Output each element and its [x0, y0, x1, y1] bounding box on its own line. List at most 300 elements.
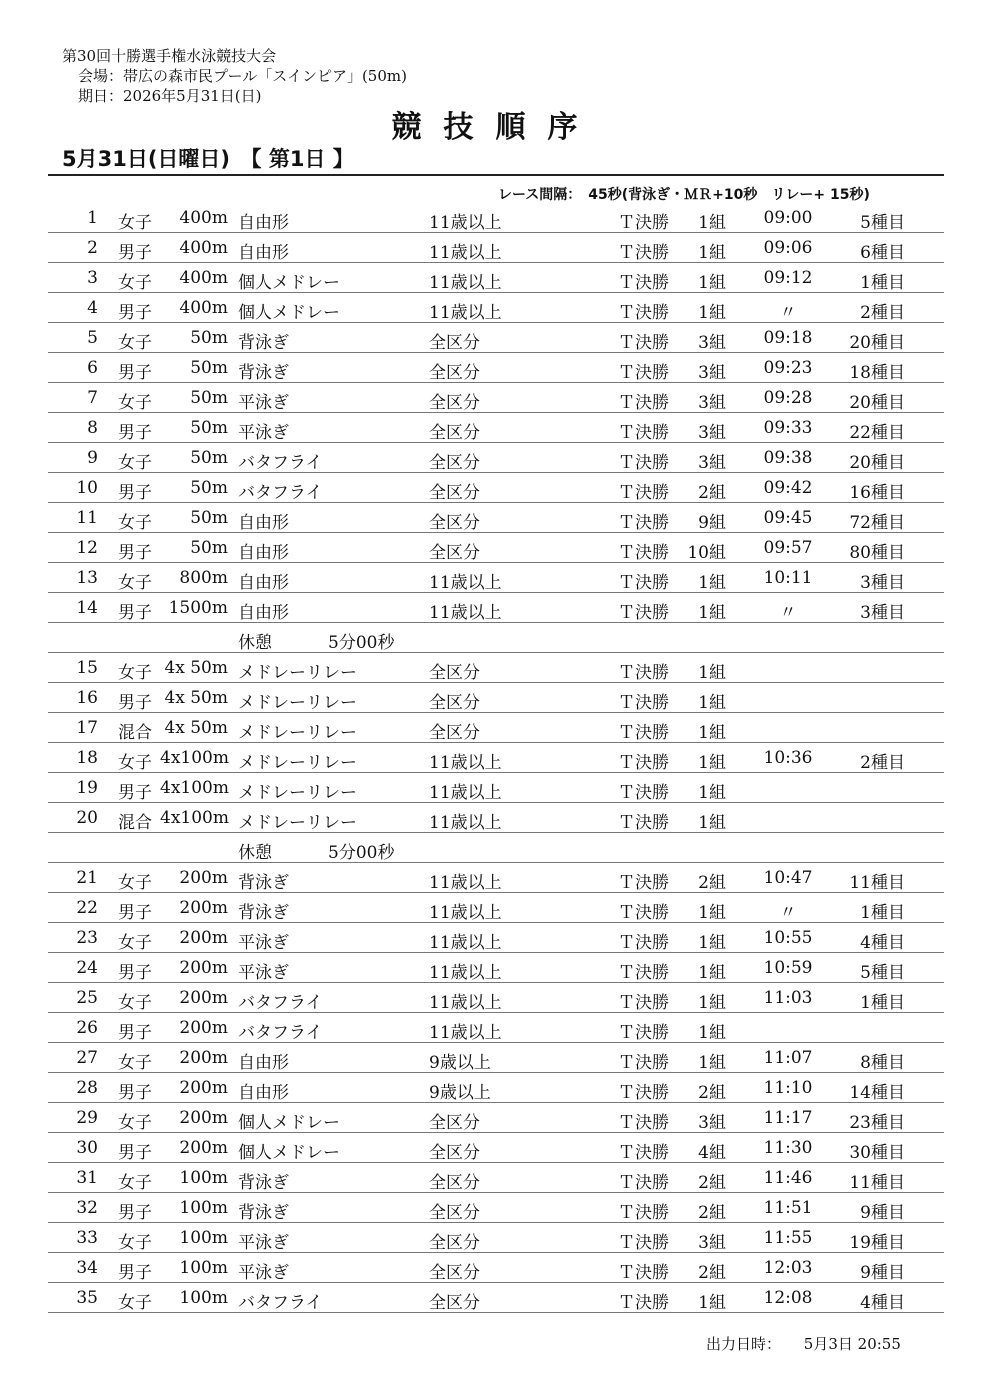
event-entries: 1種目	[860, 993, 905, 1013]
event-format: Ｔ決勝	[618, 933, 669, 953]
event-distance: 200m	[179, 1018, 228, 1038]
event-number: 30	[76, 1138, 98, 1158]
table-row	[48, 503, 944, 533]
event-format: Ｔ決勝	[618, 543, 669, 563]
event-class: 9歳以上	[429, 1083, 491, 1103]
event-distance: 200m	[179, 988, 228, 1008]
event-stroke: 背泳ぎ	[238, 1203, 289, 1223]
event-number: 29	[76, 1108, 98, 1128]
event-stroke: 平泳ぎ	[238, 963, 289, 983]
output-timestamp-value: 5月3日 20:55	[803, 1335, 901, 1353]
event-entries: 20種目	[849, 333, 905, 353]
table-row	[48, 1103, 944, 1133]
event-sex: 男子	[118, 693, 152, 713]
event-class: 全区分	[429, 513, 480, 533]
table-row	[48, 443, 944, 473]
event-number: 24	[76, 958, 98, 978]
event-class: 全区分	[429, 423, 480, 443]
event-format: Ｔ決勝	[618, 1053, 669, 1073]
event-format: Ｔ決勝	[618, 363, 669, 383]
event-sex: 女子	[118, 213, 152, 233]
event-sex: 女子	[118, 333, 152, 353]
event-distance: 4x 50m	[164, 658, 228, 678]
event-class: 11歳以上	[429, 993, 502, 1013]
event-entries: 3種目	[860, 603, 905, 623]
event-format: Ｔ決勝	[618, 243, 669, 263]
event-sex: 女子	[118, 1113, 152, 1133]
event-format: Ｔ決勝	[618, 453, 669, 473]
event-number: 35	[76, 1288, 98, 1308]
event-sex: 女子	[118, 573, 152, 593]
event-sex: 女子	[118, 453, 152, 473]
event-entries: 20種目	[849, 453, 905, 473]
event-number: 14	[76, 598, 98, 618]
event-distance: 50m	[190, 538, 228, 558]
event-start-time: 11:30	[763, 1138, 813, 1158]
event-stroke: 背泳ぎ	[238, 873, 289, 893]
event-distance: 50m	[190, 358, 228, 378]
event-stroke: 背泳ぎ	[238, 333, 289, 353]
event-distance: 100m	[179, 1198, 228, 1218]
event-class: 11歳以上	[429, 1023, 502, 1043]
event-sex: 男子	[118, 1263, 152, 1283]
event-entries: 11種目	[849, 873, 905, 893]
event-stroke: 自由形	[238, 213, 289, 233]
event-distance: 50m	[190, 388, 228, 408]
table-row	[48, 233, 944, 263]
event-distance: 50m	[190, 478, 228, 498]
break-label: 休憩	[238, 633, 272, 653]
output-timestamp	[706, 1333, 901, 1354]
table-row	[48, 983, 944, 1013]
event-format: Ｔ決勝	[618, 213, 669, 233]
table-row	[48, 533, 944, 563]
event-distance: 200m	[179, 928, 228, 948]
table-row	[48, 893, 944, 923]
event-distance: 100m	[179, 1228, 228, 1248]
event-heats: 1組	[698, 243, 726, 263]
event-number: 3	[87, 268, 98, 288]
event-format: Ｔ決勝	[618, 723, 669, 743]
event-class: 全区分	[429, 483, 480, 503]
event-number: 28	[76, 1078, 98, 1098]
event-heats: 1組	[698, 753, 726, 773]
table-row	[48, 1163, 944, 1193]
event-distance: 400m	[179, 268, 228, 288]
event-stroke: メドレーリレー	[238, 693, 357, 713]
table-row	[48, 1073, 944, 1103]
event-number: 6	[87, 358, 98, 378]
event-format: Ｔ決勝	[618, 963, 669, 983]
event-number: 17	[76, 718, 98, 738]
event-format: Ｔ決勝	[618, 303, 669, 323]
event-entries: 18種目	[849, 363, 905, 383]
event-sex: 女子	[118, 933, 152, 953]
event-heats: 3組	[698, 423, 726, 443]
event-class: 11歳以上	[429, 573, 502, 593]
event-distance: 100m	[179, 1258, 228, 1278]
event-sex: 女子	[118, 1293, 152, 1313]
event-number: 4	[87, 298, 98, 318]
event-number: 11	[76, 508, 98, 528]
event-distance: 400m	[179, 238, 228, 258]
event-class: 全区分	[429, 453, 480, 473]
header-rule	[48, 174, 944, 176]
event-heats: 3組	[698, 1233, 726, 1253]
event-entries: 19種目	[849, 1233, 905, 1253]
event-sex: 男子	[118, 1023, 152, 1043]
event-class: 11歳以上	[429, 213, 502, 233]
event-class: 全区分	[429, 693, 480, 713]
event-entries: 9種目	[860, 1203, 905, 1223]
event-sex: 男子	[118, 1083, 152, 1103]
event-heats: 1組	[698, 963, 726, 983]
output-timestamp-label: 出力日時：	[706, 1335, 782, 1353]
event-heats: 3組	[698, 1113, 726, 1133]
day-label: 5月31日(日曜日) 【 第1日 】	[62, 147, 354, 171]
table-row	[48, 773, 944, 803]
event-distance: 200m	[179, 1108, 228, 1128]
event-stroke: 平泳ぎ	[238, 1263, 289, 1283]
event-distance: 4x100m	[160, 778, 229, 798]
event-sex: 男子	[118, 423, 152, 443]
event-heats: 2組	[698, 483, 726, 503]
event-entries: 2種目	[860, 753, 905, 773]
event-class: 11歳以上	[429, 753, 502, 773]
event-class: 全区分	[429, 393, 480, 413]
event-entries: 22種目	[849, 423, 905, 443]
event-distance: 4x100m	[160, 808, 229, 828]
event-sex: 男子	[118, 603, 152, 623]
event-format: Ｔ決勝	[618, 1263, 669, 1283]
event-stroke: 自由形	[238, 243, 289, 263]
break-duration: 5分00秒	[328, 633, 395, 653]
event-stroke: 平泳ぎ	[238, 423, 289, 443]
event-format: Ｔ決勝	[618, 753, 669, 773]
event-start-time: 09:00	[763, 208, 813, 228]
event-stroke: メドレーリレー	[238, 783, 357, 803]
event-number: 9	[87, 448, 98, 468]
event-start-time: 12:08	[763, 1288, 813, 1308]
table-row	[48, 1283, 944, 1313]
event-stroke: 背泳ぎ	[238, 903, 289, 923]
table-row	[48, 383, 944, 413]
event-heats: 1組	[698, 273, 726, 293]
event-stroke: 個人メドレー	[238, 1113, 340, 1133]
event-number: 19	[76, 778, 98, 798]
event-heats: 1組	[698, 1293, 726, 1313]
event-number: 2	[87, 238, 98, 258]
event-class: 全区分	[429, 1263, 480, 1283]
event-stroke: 平泳ぎ	[238, 933, 289, 953]
event-start-time: 09:23	[763, 358, 813, 378]
event-format: Ｔ決勝	[618, 783, 669, 803]
event-class: 11歳以上	[429, 273, 502, 293]
event-stroke: メドレーリレー	[238, 723, 357, 743]
event-start-time: 09:45	[763, 508, 813, 528]
event-start-time: 09:38	[763, 448, 813, 468]
event-number: 5	[87, 328, 98, 348]
event-format: Ｔ決勝	[618, 693, 669, 713]
event-start-time: 〃	[779, 603, 797, 623]
event-start-time: 09:57	[763, 538, 813, 558]
event-class: 全区分	[429, 1203, 480, 1223]
event-distance: 100m	[179, 1288, 228, 1308]
event-sex: 女子	[118, 873, 152, 893]
break-row	[48, 623, 944, 653]
event-heats: 10組	[687, 543, 726, 563]
event-heats: 1組	[698, 1023, 726, 1043]
event-distance: 200m	[179, 1138, 228, 1158]
table-row	[48, 323, 944, 353]
break-duration: 5分00秒	[328, 843, 395, 863]
table-row	[48, 413, 944, 443]
event-heats: 2組	[698, 1263, 726, 1283]
event-heats: 1組	[698, 993, 726, 1013]
table-row	[48, 353, 944, 383]
table-row	[48, 473, 944, 503]
event-start-time: 11:51	[763, 1198, 813, 1218]
event-sex: 男子	[118, 1143, 152, 1163]
event-sex: 女子	[118, 1233, 152, 1253]
event-class: 全区分	[429, 1113, 480, 1133]
event-start-time: 09:18	[763, 328, 813, 348]
event-heats: 2組	[698, 1203, 726, 1223]
event-sex: 男子	[118, 303, 152, 323]
event-sex: 女子	[118, 663, 152, 683]
event-sex: 女子	[118, 753, 152, 773]
event-class: 全区分	[429, 1173, 480, 1193]
event-stroke: 自由形	[238, 1083, 289, 1103]
event-entries: 5種目	[860, 213, 905, 233]
event-start-time: 09:33	[763, 418, 813, 438]
event-format: Ｔ決勝	[618, 1233, 669, 1253]
event-format: Ｔ決勝	[618, 603, 669, 623]
event-number: 34	[76, 1258, 98, 1278]
table-row	[48, 683, 944, 713]
event-heats: 9組	[698, 513, 726, 533]
event-sex: 女子	[118, 993, 152, 1013]
event-heats: 3組	[698, 363, 726, 383]
event-start-time: 〃	[779, 303, 797, 323]
table-row	[48, 653, 944, 683]
event-entries: 4種目	[860, 1293, 905, 1313]
event-heats: 3組	[698, 333, 726, 353]
event-start-time: 10:55	[763, 928, 813, 948]
event-start-time: 09:06	[763, 238, 813, 258]
event-distance: 400m	[179, 208, 228, 228]
table-row	[48, 743, 944, 773]
event-class: 全区分	[429, 333, 480, 353]
event-number: 18	[76, 748, 98, 768]
event-sex: 女子	[118, 393, 152, 413]
event-number: 10	[76, 478, 98, 498]
event-class: 11歳以上	[429, 303, 502, 323]
event-start-time: 11:55	[763, 1228, 813, 1248]
event-entries: 1種目	[860, 273, 905, 293]
event-sex: 男子	[118, 363, 152, 383]
table-row	[48, 1253, 944, 1283]
event-format: Ｔ決勝	[618, 663, 669, 683]
event-start-time: 11:10	[763, 1078, 813, 1098]
table-row	[48, 1223, 944, 1253]
event-class: 9歳以上	[429, 1053, 491, 1073]
event-stroke: バタフライ	[238, 1293, 323, 1313]
event-class: 全区分	[429, 363, 480, 383]
event-class: 全区分	[429, 543, 480, 563]
event-start-time: 〃	[779, 903, 797, 923]
event-format: Ｔ決勝	[618, 903, 669, 923]
event-entries: 23種目	[849, 1113, 905, 1133]
event-number: 1	[87, 208, 98, 228]
event-start-time: 10:47	[763, 868, 813, 888]
event-class: 11歳以上	[429, 813, 502, 833]
break-label: 休憩	[238, 843, 272, 863]
event-format: Ｔ決勝	[618, 1293, 669, 1313]
event-number: 16	[76, 688, 98, 708]
event-number: 8	[87, 418, 98, 438]
event-distance: 4x100m	[160, 748, 229, 768]
event-start-time: 09:42	[763, 478, 813, 498]
event-stroke: 個人メドレー	[238, 273, 340, 293]
event-start-time: 11:03	[763, 988, 813, 1008]
table-row	[48, 863, 944, 893]
venue-info: 会場：帯広の森市民プール「スインピア」(50m)	[78, 67, 407, 85]
event-distance: 50m	[190, 448, 228, 468]
event-stroke: 個人メドレー	[238, 1143, 340, 1163]
event-stroke: バタフライ	[238, 1023, 323, 1043]
event-start-time: 11:46	[763, 1168, 813, 1188]
event-start-time: 10:59	[763, 958, 813, 978]
event-number: 15	[76, 658, 98, 678]
event-number: 22	[76, 898, 98, 918]
event-format: Ｔ決勝	[618, 1143, 669, 1163]
table-row	[48, 1043, 944, 1073]
event-format: Ｔ決勝	[618, 873, 669, 893]
table-row	[48, 1013, 944, 1043]
event-number: 23	[76, 928, 98, 948]
event-heats: 1組	[698, 573, 726, 593]
event-format: Ｔ決勝	[618, 1023, 669, 1043]
event-format: Ｔ決勝	[618, 483, 669, 503]
event-distance: 200m	[179, 868, 228, 888]
event-class: 全区分	[429, 1293, 480, 1313]
event-stroke: 自由形	[238, 603, 289, 623]
table-row	[48, 293, 944, 323]
event-distance: 4x 50m	[164, 688, 228, 708]
event-number: 12	[76, 538, 98, 558]
event-number: 25	[76, 988, 98, 1008]
page-title: 競技順序	[391, 110, 600, 145]
event-sex: 男子	[118, 783, 152, 803]
event-format: Ｔ決勝	[618, 993, 669, 1013]
event-entries: 16種目	[849, 483, 905, 503]
meet-name: 第30回十勝選手権水泳競技大会	[62, 47, 277, 65]
event-sex: 男子	[118, 903, 152, 923]
event-entries: 30種目	[849, 1143, 905, 1163]
event-heats: 2組	[698, 1173, 726, 1193]
event-sex: 男子	[118, 243, 152, 263]
event-distance: 200m	[179, 958, 228, 978]
event-format: Ｔ決勝	[618, 573, 669, 593]
table-row	[48, 923, 944, 953]
event-format: Ｔ決勝	[618, 513, 669, 533]
event-class: 11歳以上	[429, 873, 502, 893]
event-number: 32	[76, 1198, 98, 1218]
event-distance: 400m	[179, 298, 228, 318]
event-entries: 8種目	[860, 1053, 905, 1073]
event-heats: 1組	[698, 813, 726, 833]
table-row	[48, 953, 944, 983]
event-entries: 2種目	[860, 303, 905, 323]
event-distance: 200m	[179, 898, 228, 918]
event-entries: 6種目	[860, 243, 905, 263]
event-number: 13	[76, 568, 98, 588]
event-heats: 1組	[698, 903, 726, 923]
event-entries: 4種目	[860, 933, 905, 953]
event-start-time: 10:11	[763, 568, 813, 588]
event-sex: 混合	[118, 723, 152, 743]
event-distance: 4x 50m	[164, 718, 228, 738]
event-stroke: 背泳ぎ	[238, 1173, 289, 1193]
event-start-time: 11:07	[763, 1048, 813, 1068]
table-row	[48, 263, 944, 293]
event-distance: 100m	[179, 1168, 228, 1188]
event-entries: 20種目	[849, 393, 905, 413]
event-sex: 男子	[118, 543, 152, 563]
event-stroke: メドレーリレー	[238, 813, 357, 833]
event-heats: 4組	[698, 1143, 726, 1163]
event-stroke: バタフライ	[238, 453, 323, 473]
event-sex: 女子	[118, 1053, 152, 1073]
event-stroke: 自由形	[238, 1053, 289, 1073]
event-sex: 女子	[118, 1173, 152, 1193]
event-order-table	[48, 203, 944, 1313]
event-entries: 11種目	[849, 1173, 905, 1193]
event-start-time: 09:12	[763, 268, 813, 288]
event-number: 26	[76, 1018, 98, 1038]
event-entries: 72種目	[849, 513, 905, 533]
event-number: 33	[76, 1228, 98, 1248]
event-heats: 3組	[698, 453, 726, 473]
event-sex: 混合	[118, 813, 152, 833]
event-start-time: 12:03	[763, 1258, 813, 1278]
event-class: 11歳以上	[429, 783, 502, 803]
event-stroke: 個人メドレー	[238, 303, 340, 323]
event-class: 全区分	[429, 723, 480, 743]
event-sex: 女子	[118, 273, 152, 293]
event-number: 20	[76, 808, 98, 828]
event-class: 全区分	[429, 1233, 480, 1253]
event-stroke: 平泳ぎ	[238, 1233, 289, 1253]
event-heats: 2組	[698, 873, 726, 893]
event-number: 7	[87, 388, 98, 408]
event-class: 11歳以上	[429, 963, 502, 983]
event-number: 27	[76, 1048, 98, 1068]
event-number: 21	[76, 868, 98, 888]
event-number: 31	[76, 1168, 98, 1188]
event-distance: 200m	[179, 1048, 228, 1068]
event-heats: 1組	[698, 933, 726, 953]
event-class: 11歳以上	[429, 243, 502, 263]
event-class: 全区分	[429, 663, 480, 683]
table-row	[48, 563, 944, 593]
event-stroke: 平泳ぎ	[238, 393, 289, 413]
event-stroke: メドレーリレー	[238, 753, 357, 773]
event-class: 全区分	[429, 1143, 480, 1163]
event-class: 11歳以上	[429, 603, 502, 623]
event-format: Ｔ決勝	[618, 273, 669, 293]
